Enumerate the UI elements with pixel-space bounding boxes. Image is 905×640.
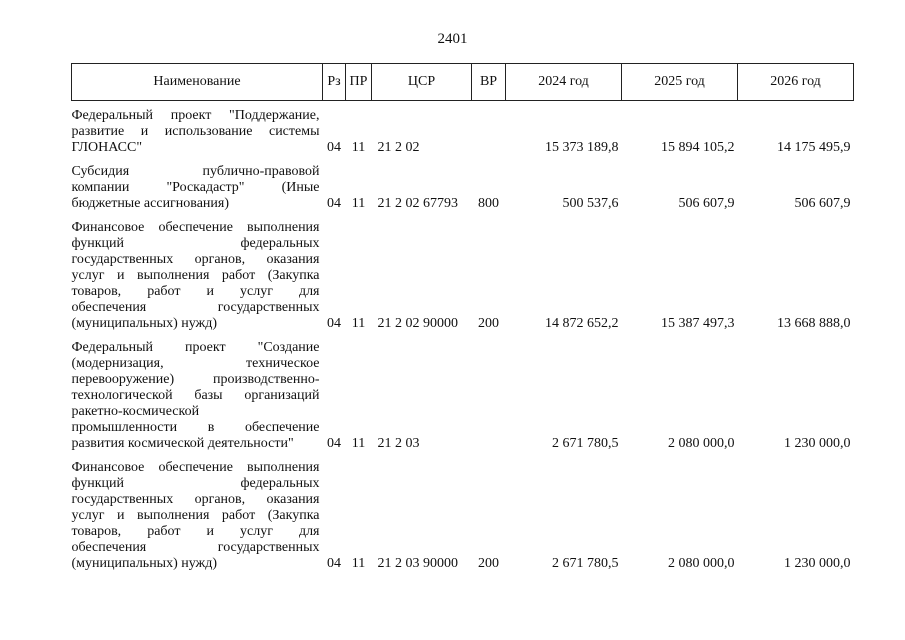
row-value-2025: 15 894 105,2 (661, 140, 735, 155)
row-value-2025: 15 387 497,3 (661, 316, 735, 331)
row-pr: 11 (351, 140, 366, 155)
row-name-line: компании "Роскадастр" (Иные (71, 180, 320, 195)
row-value-2026: 1 230 000,0 (784, 436, 851, 451)
row-csr: 21 2 02 67793 (377, 196, 458, 211)
header-2024: 2024 год (506, 64, 622, 101)
row-name-line: Федеральный проект "Поддержание, (71, 108, 320, 123)
header-csr: ЦСР (372, 64, 472, 101)
row-name (72, 156, 323, 212)
row-name-line: услуг и выполнения работ (Закупка (71, 268, 320, 283)
table-row (72, 156, 854, 212)
row-vr (472, 101, 506, 157)
row-name-line: технологической базы организаций (71, 388, 320, 403)
table-row (72, 101, 854, 157)
row-name-line: ракетно-космической (71, 404, 200, 419)
row-csr: 21 2 02 90000 (377, 316, 458, 331)
row-name-line: государственных органов, оказания (71, 252, 320, 267)
header-2025: 2025 год (622, 64, 738, 101)
row-rz: 04 (327, 140, 341, 155)
row-value-2026: 14 175 495,9 (777, 140, 851, 155)
row-rz: 04 (327, 196, 341, 211)
row-vr: 200 (478, 556, 499, 571)
header-2026: 2026 год (738, 64, 854, 101)
row-name-line: Финансовое обеспечение выполнения (71, 220, 320, 235)
row-value-2026: 506 607,9 (794, 196, 851, 211)
row-name-line: функций федеральных (71, 476, 320, 491)
table-body (72, 101, 854, 573)
row-value-2024: 2 671 780,5 (552, 436, 619, 451)
row-pr: 11 (351, 556, 366, 571)
row-pr: 11 (351, 316, 366, 331)
row-vr (472, 332, 506, 452)
table-row (72, 332, 854, 452)
table-row (72, 452, 854, 572)
row-csr: 21 2 02 (377, 140, 420, 155)
row-name-line: Субсидия публично-правовой (71, 164, 320, 179)
row-name-line: промышленности в обеспечение (71, 420, 320, 435)
row-name-line: товаров, работ и услуг для (71, 524, 320, 539)
table-header (72, 64, 854, 101)
row-value-2024: 2 671 780,5 (552, 556, 619, 571)
row-name-line: Финансовое обеспечение выполнения (71, 460, 320, 475)
row-name-line: обеспечения государственных (71, 540, 320, 555)
header-vr: ВР (472, 64, 506, 101)
row-value-2025: 2 080 000,0 (668, 556, 735, 571)
row-name-line: услуг и выполнения работ (Закупка (71, 508, 320, 523)
row-csr: 21 2 03 (377, 436, 420, 451)
row-name-line: (модернизация, техническое (71, 356, 320, 371)
row-csr: 21 2 03 90000 (377, 556, 458, 571)
header-rz: Рз (323, 64, 346, 101)
row-name-line: (муниципальных) нужд) (71, 316, 218, 331)
table-row (72, 212, 854, 332)
row-rz: 04 (327, 436, 341, 451)
row-name (72, 101, 323, 157)
row-name-line: развитие и использование системы (71, 124, 320, 139)
row-name (72, 452, 323, 572)
row-vr: 800 (478, 196, 499, 211)
row-name-line: товаров, работ и услуг для (71, 284, 320, 299)
page-number: 2401 (437, 31, 468, 47)
row-value-2025: 2 080 000,0 (668, 436, 735, 451)
header-pr: ПР (346, 64, 372, 101)
row-value-2026: 1 230 000,0 (784, 556, 851, 571)
row-name-line: государственных органов, оказания (71, 492, 320, 507)
row-name-line: перевооружение) производственно- (71, 372, 320, 387)
budget-table (71, 63, 854, 572)
row-name-line: обеспечения государственных (71, 300, 320, 315)
row-value-2025: 506 607,9 (678, 196, 735, 211)
row-name-line: (муниципальных) нужд) (71, 556, 218, 571)
row-rz: 04 (327, 556, 341, 571)
row-vr: 200 (478, 316, 499, 331)
row-rz: 04 (327, 316, 341, 331)
row-pr: 11 (351, 196, 366, 211)
row-pr: 11 (351, 436, 366, 451)
row-value-2026: 13 668 888,0 (777, 316, 851, 331)
row-name-line: бюджетные ассигнования) (71, 196, 230, 211)
row-value-2024: 14 872 652,2 (545, 316, 619, 331)
row-name-line: Федеральный проект "Создание (71, 340, 320, 355)
header-name: Наименование (72, 64, 323, 101)
row-name-line: развития космической деятельности" (71, 436, 294, 451)
row-name-line: ГЛОНАСС" (71, 140, 143, 155)
row-value-2024: 15 373 189,8 (545, 140, 619, 155)
row-value-2024: 500 537,6 (562, 196, 619, 211)
row-name (72, 332, 323, 452)
row-name-line: функций федеральных (71, 236, 320, 251)
row-name (72, 212, 323, 332)
